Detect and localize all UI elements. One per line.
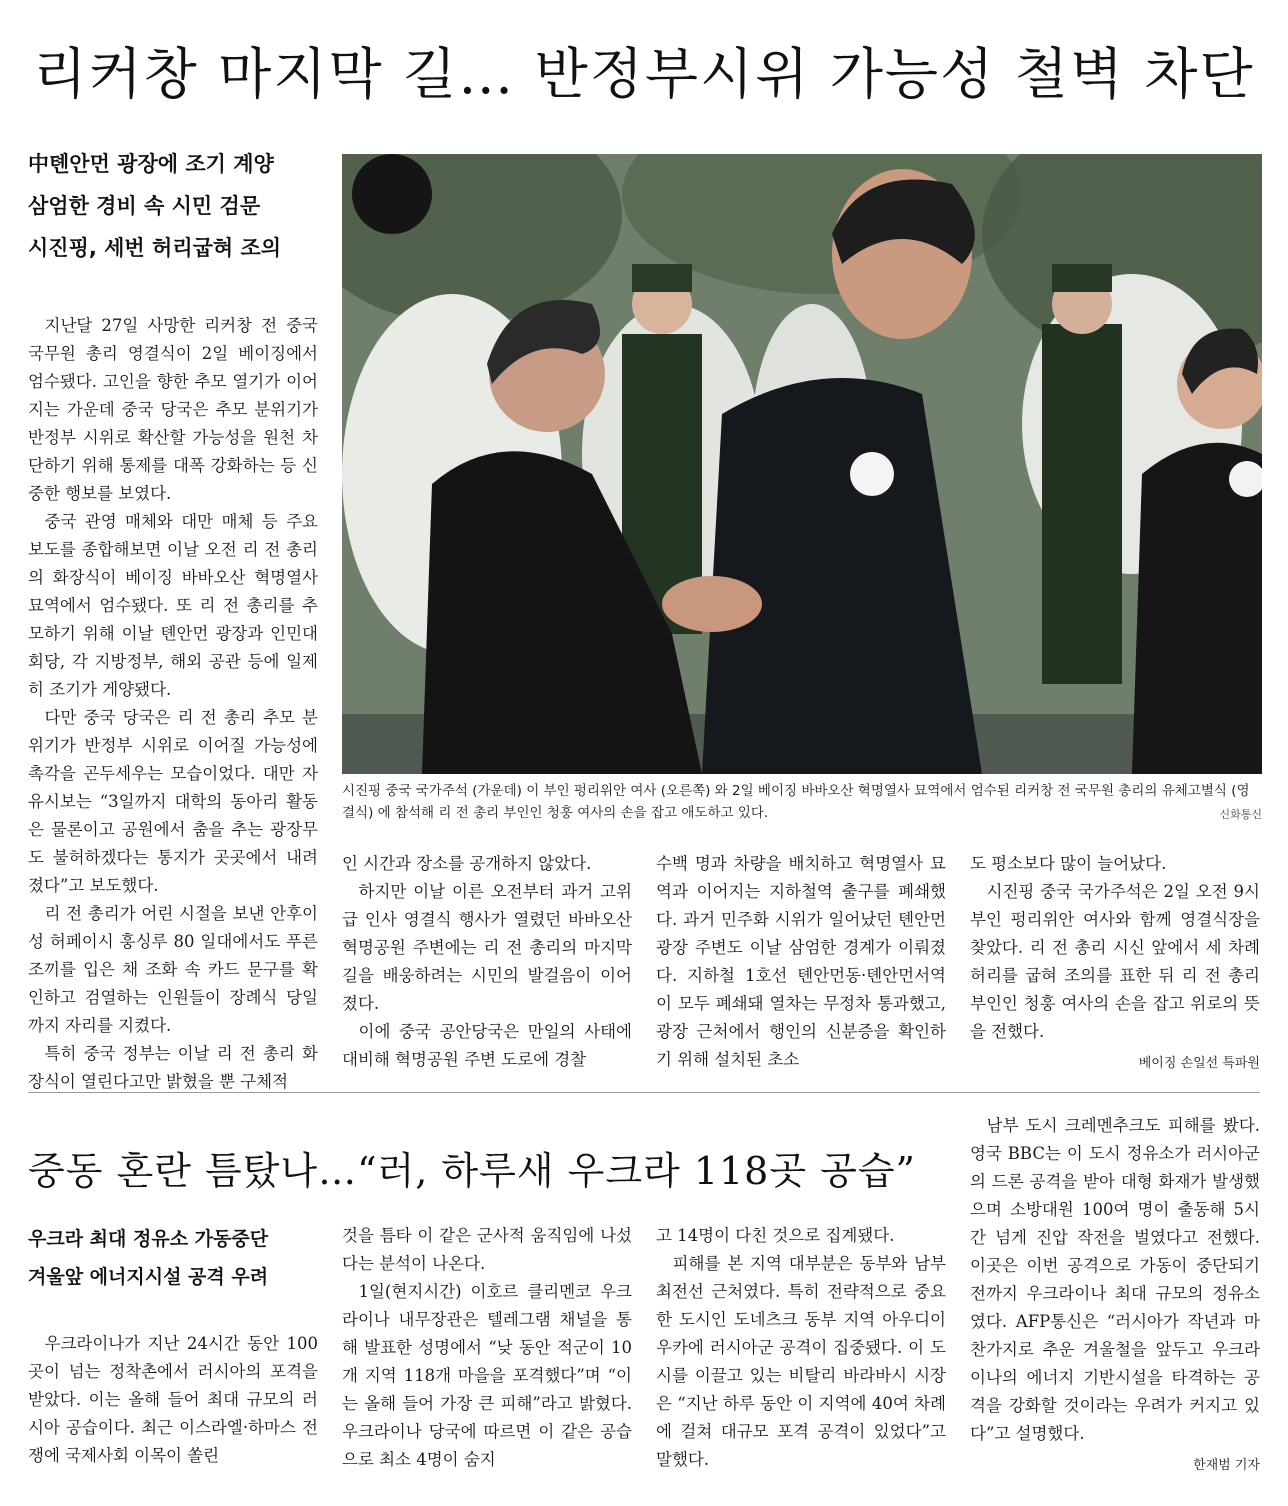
paragraph: 하지만 이날 이른 오전부터 과거 고위급 인사 영결식 행사가 열렸던 바바오산 혁명공원 주변에는 리 전 총리의 마지막 길을 배웅하려는 시민의 발걸음이 이어졌다. [342,882,632,1013]
article1-photo [342,154,1262,774]
article1-photo-caption: 시진핑 중국 국가주석 (가운데) 이 부인 펑리위안 여사 (오른쪽) 와 2일 베이징 바바오산 혁명열사 묘역에서 엄수된 리커창 전 국무원 총리의 유체고별식 (영결식) 에 참석해 리 전 총리 부인인 청훙 여사의 손을 잡고 애도하고 있다. [342,783,1250,821]
paragraph: 다만 중국 당국은 리 전 총리 추모 분위기가 반정부 시위로 이어질 가능성에 촉각을 곤두세우는 모습이었다. 대만 자유시보는 “3일까지 대학의 동아리 활동은 물론이고 공원에서 춤을 추는 광장무도 불허하겠다는 통지가 곳곳에서 내려졌다”고 보도했다. [28,708,318,895]
paragraph: 도 평소보다 많이 늘어났다. [970,854,1167,873]
article1-subhead-1: 中톈안먼 광장에 조기 계양 [28,152,274,176]
article1-headline: 리커창 마지막 길… 반정부시위 가능성 철벽 차단 [33,42,1255,106]
paragraph: 남부 도시 크레멘추크도 피해를 봤다. 영국 BBC는 이 도시 정유소가 러시아군의 드론 공격을 받아 대형 화재가 발생했으며 소방대원 100여 명이 출동해 5시간 넘게 진압 작전을 벌였다고 전했다. 이곳은 이번 공격으로 가동이 중단되기 전까지 우크라이나 최대 규모의 정유소였다. AFP통신은 “러시아가 작년과 마찬가지로 추운 겨울철을 앞두고 우크라이나의 에너지 기반시설을 타격하는 공격을 강화할 것이라는 우려가 커지고 있다”고 설명했다. [970,1116,1260,1443]
article1-column-4 [970,850,1260,1078]
paragraph: 우크라이나가 지난 24시간 동안 100곳이 넘는 정착촌에서 러시아의 포격을 받았다. 이는 올해 들어 최대 규모의 러시아 공습이다. 최근 이스라엘·하마스 전쟁에 국제사회 이목이 쏠린 [28,1334,318,1465]
article2-subheads [28,1226,328,1302]
paragraph: 1일(현지시간) 이호르 클리멘코 우크라이나 내무장관은 텔레그램 채널을 통해 발표한 성명에서 “낮 동안 적군이 10개 지역 118개 마을을 포격했다”며 “이는 올해 들어 가장 큰 피해”라고 밝혔다. 우크라이나 당국에 따르면 이 같은 공습으로 최소 4명이 숨지 [342,1282,632,1469]
paragraph: 이에 중국 공안당국은 만일의 사태에 대비해 혁명공원 주변 도로에 경찰 [342,1022,632,1069]
article1-column-1 [28,312,318,1096]
article2-subhead-2: 겨울앞 에너지시설 공격 우려 [28,1266,269,1288]
paragraph: 특히 중국 정부는 이날 리 전 총리 화장식이 열린다고만 밝혔을 뿐 구체적 [28,1044,318,1091]
article2-byline: 한재범 기자 [1193,1458,1260,1473]
paragraph: 시진핑 중국 국가주석은 2일 오전 9시 부인 펑리위안 여사와 함께 영결식장을 찾았다. 리 전 총리 시신 앞에서 세 차례 허리를 굽혀 조의를 표한 뒤 리 전 총리 부인인 청훙 여사의 손을 잡고 위로의 뜻을 전했다. [970,882,1260,1041]
article2-column-2 [342,1222,632,1474]
paragraph: 인 시간과 장소를 공개하지 않았다. [342,854,592,873]
article2-subhead-1: 우크라 최대 정유소 가동중단 [28,1228,269,1250]
article1-column-3 [656,850,946,1074]
article2-column-1 [28,1330,318,1470]
article2-column-3 [656,1222,946,1474]
article2-column-4 [970,1112,1260,1480]
paragraph: 수백 명과 차량을 배치하고 혁명열사 묘역과 이어지는 지하철역 출구를 폐쇄했다. 과거 민주화 시위가 일어났던 톈안먼 광장 주변도 이날 삼엄한 경계가 이뤄졌다. 지하철 1호선 톈안먼동·톈안먼서역이 모두 폐쇄돼 열차는 무정차 통과했고, 광장 근처에서 행인의 신분증을 확인하기 위해 설치된 초소 [656,854,946,1069]
paragraph: 중국 관영 매체와 대만 매체 등 주요 보도를 종합해보면 이날 오전 리 전 총리의 화장식이 베이징 바바오산 혁명열사 묘역에서 엄수됐다. 또 리 전 총리를 추모하기 위해 이날 톈안먼 광장과 인민대회당, 각 지방정부, 해외 공관 등에 일제히 조기가 게양됐다. [28,512,318,699]
paragraph: 리 전 총리가 어린 시절을 보낸 안후이성 허페이시 훙싱루 80 일대에서도 푸른 조끼를 입은 채 조화 속 카드 문구를 확인하고 검열하는 인원들이 장례식 당일까지 자리를 지켰다. [28,904,318,1035]
article1-byline: 베이징 손일선 특파원 [1138,1056,1260,1071]
article2-headline: 중동 혼란 틈탔나…“러, 하루새 우크라 118곳 공습” [28,1149,916,1193]
paragraph: 피해를 본 지역 대부분은 동부와 남부 최전선 근처였다. 특히 전략적으로 중요한 도시인 도네츠크 동부 지역 아우디이우카에 러시아군 공격이 집중됐다. 이 도시를 이끌고 있는 비탈리 바라바시 시장은 “지난 하루 동안 이 지역에 40여 차례에 걸쳐 대규모 포격 공격이 있었다”고 말했다. [656,1254,946,1469]
article-divider [28,1092,1260,1093]
article1-photo-credit: 신화통신 [1219,808,1262,821]
article1-subhead-3: 시진핑, 세번 허리굽혀 조의 [28,236,282,260]
article1-subhead-2: 삼엄한 경비 속 시민 검문 [28,194,261,218]
article1-column-2 [342,850,632,1074]
funeral-photo-illustration [342,154,1262,774]
article1-subheads [28,150,328,276]
paragraph: 지난달 27일 사망한 리커창 전 중국 국무원 총리 영결식이 2일 베이징에서 엄수됐다. 고인을 향한 추모 열기가 이어지는 가운데 중국 당국은 추모 분위기가 반정부 시위로 확산할 가능성을 원천 차단하기 위해 통제를 대폭 강화하는 등 신중한 행보를 보였다. [28,316,318,503]
paragraph: 고 14명이 다친 것으로 집계됐다. [656,1226,895,1245]
paragraph: 것을 틈타 이 같은 군사적 움직임에 나섰다는 분석이 나온다. [342,1226,632,1273]
